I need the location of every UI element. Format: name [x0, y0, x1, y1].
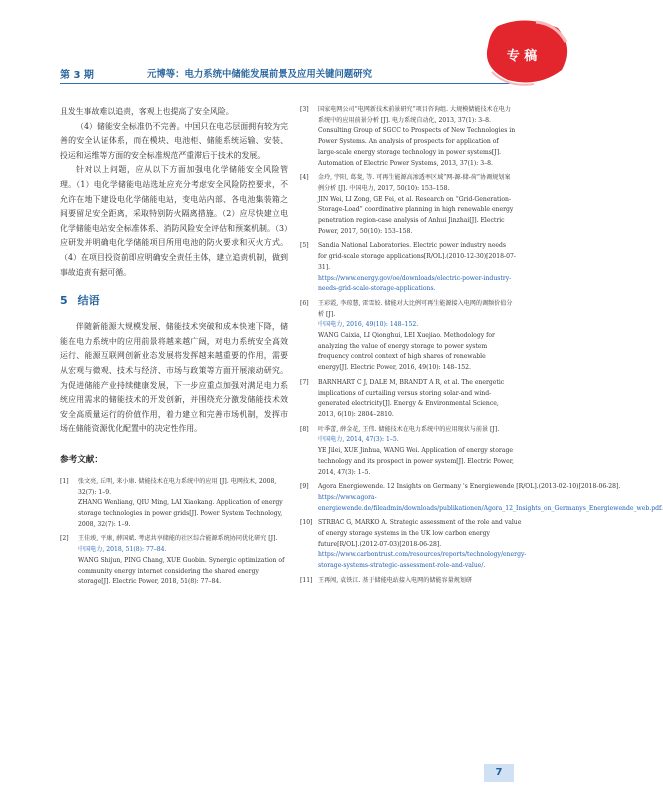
reference-number: [8]: [300, 425, 309, 433]
reference-line: Agora Energiewende. 12 Insights on Germany 's Energiewende [R/OL].(2013-02-10)[2018-06-28].: [318, 483, 621, 491]
page-header: [0, 0, 570, 96]
reference-item: [300, 173, 516, 237]
reference-line: 张文亮, 丘明, 来小康. 储能技术在电力系统中的应用 [J]. 电网技术, 2008, 32(7): 1–9.: [78, 477, 277, 496]
reference-line: WANG Shijun, PING Chang, XUE Guobin. Synergic optimization of community energy internet considering the shared energy storage[J]. Electric Power, 2018, 51(8): 77–84.: [78, 556, 285, 586]
section-title: 结语: [77, 294, 100, 308]
reference-line: Sandia National Laboratories. Electric power industry needs for grid-scale storage applications[R/OL].(2010-12-30)[2018-07-31].: [318, 242, 516, 271]
reference-number: [6]: [300, 299, 309, 307]
body-paragraph: 针对以上问题，应从以下方面加强电化学储能安全风险管理。（1）电化学储能电站选址应充分考虑安全风险防控要求，不允许在地下建设电化学储能电站，变电站内部、各电池集装箱之间要留足安全距离，采取特别防火隔离措施。（2）应尽快建立电化学储能电站安全标准体系、消防风险安全评估和预案机制。（3）应研发并明确电化学储能项目所用电池的防火要求和灭火方式。（4）在项目投资前即应明确安全责任主体，建立追责机制，做到事故追责有据可循。: [60, 165, 288, 277]
reference-text: [318, 378, 516, 421]
badge-text: 专 稿: [506, 49, 538, 64]
reference-item: [60, 477, 288, 531]
section-number: 5: [60, 294, 68, 308]
reference-line: ZHANG Wenliang, QIU Ming, LAI Xiaokang. Application of energy storage technologies in power grids[J]. Power System Technology, 2008, 32(7): 1–9.: [78, 499, 283, 528]
badge-emblem-icon: [478, 18, 570, 88]
reference-line: 金玲, 宇阳, 葛斐, 等. 可再生能源高渗透率区域“网-源-储-荷”协调规划案例分析 [J]. 中国电力, 2017, 50(10): 153–158.: [318, 174, 511, 192]
running-title: 元博等：电力系统中储能发展前景及应用关键问题研究: [147, 69, 373, 80]
reference-number: [2]: [60, 535, 69, 543]
reference-text: [78, 534, 288, 588]
column-badge: [478, 18, 570, 88]
reference-item: [300, 105, 516, 169]
references-heading: 参考文献：: [60, 454, 103, 465]
reference-link[interactable]: https://www.carbontrust.com/resources/reports/technology/energy-storage-systems-strategic-assessment-role-and-value/.: [318, 551, 527, 570]
reference-number: [11]: [300, 576, 313, 584]
section-heading: [60, 292, 288, 308]
reference-line: JIN Wei, LI Zong, GE Fei, et al. Research on “Grid-Generation-Storage-Load” coordinative planning in high renewable energy penetration region-case analysis of Anhui Jinzhai[J]. Electric Power, 2017, 50(10): 153–158.: [318, 195, 514, 235]
body-paragraph: （4）储能安全标准仍不完善。中国只在电芯层面拥有较为完善的安全认证体系，而在模块、电池柜、储能系统运输、安装、投运和运维等方面的安全标准规范严重滞后于技术的发展。: [60, 121, 288, 160]
page-number: 7: [484, 764, 514, 782]
reference-text: [318, 576, 516, 587]
reference-line: 王再闯, 袁铁江. 基于储能电站接入电网的储能容量规划研: [318, 576, 472, 584]
reference-item: [300, 518, 527, 572]
issue-label: 第 3 期: [60, 70, 94, 81]
reference-line: 王彩霞, 李琼慧, 雷雪姣. 储能对大比例可再生能源接入电网的调频价值分析 [J].: [318, 299, 513, 318]
reference-line: YE Jilei, XUE Jinhua, WANG Wei. Application of energy storage technology and its prospect in power system[J]. Electric Power, 2014, 47(3): 1–5.: [318, 447, 514, 476]
header-rule: [60, 83, 510, 84]
reference-link[interactable]: 中国电力, 2016, 49(10): 148–152.: [318, 321, 419, 329]
reference-number: [10]: [300, 519, 313, 527]
reference-text: [318, 299, 516, 374]
reference-item: [300, 299, 516, 374]
reference-item: [300, 482, 663, 514]
reference-line: 王佳竣, 平康, 薛国斌. 考虑共享储能的社区综合能源系统协同优化研究 [J].: [78, 535, 278, 543]
body-paragraph: 且发生事故难以追责，客观上也提高了安全风险。: [60, 107, 234, 116]
reference-line: Consulting Group of SGCC to Prospects of New Technologies in Power Systems. An analysis of prospects for application of large-scale energy storage technology in power systems[J]. Automation of Electric Power Systems, 2013, 37(1): 3–8.: [318, 127, 516, 167]
reference-number: [1]: [60, 477, 69, 485]
reference-item: [60, 534, 288, 588]
left-column: [60, 105, 288, 592]
conclusion-paragraph: 伴随新能源大规模发展、储能技术突破和成本快速下降，储能在电力系统中的应用前景将越来越广阔，对电力系统安全高效运行、能源互联网创新业态发展将发挥越来越重要的作用，需要从宏观与微观、技术与经济、市场与政策等方面开展滚动研究。为促进储能产业持续健康发展，下一步应重点加强对满足电力系统应用需求的储能技术的开发创新，并围绕充分激发储能技术效安全高质量运行的价值作用，着力建立和完善市场机制，发挥市场在储能资源优化配置中的决定性作用。: [60, 322, 288, 434]
reference-number: [5]: [300, 242, 309, 250]
reference-item: [300, 425, 516, 479]
reference-line: BARNHART C J, DALE M, BRANDT A R, et al. The energetic implications of curtailing versus storing solar-and wind-generated electricity[J]. Energy & Environmental Science, 2013, 6(10): 2804–2810.: [318, 378, 505, 418]
reference-number: [7]: [300, 378, 309, 386]
reference-link[interactable]: 中国电力, 2018, 51(8): 77–84.: [78, 546, 167, 554]
reference-line: 国家电网公司“电网新技术前景研究”项目咨询组. 大规模储能技术在电力系统中的应用前景分析 [J]. 电力系统自动化, 2013, 37(1): 3–8.: [318, 106, 511, 124]
reference-text: [318, 105, 516, 169]
reference-line: STRBAC G, MARKO A. Strategic assessment of the role and value of energy storage systems in the UK low carbon energy future[R/OL].(2012-07-03)[2018-06-28].: [318, 519, 522, 548]
reference-item: [300, 378, 516, 421]
right-column: [300, 105, 663, 591]
reference-line: 叶季蕾, 薛金花, 王伟. 储能技术在电力系统中的应用现状与前景 [J].: [318, 425, 500, 433]
reference-item: [300, 241, 516, 295]
reference-link[interactable]: https://www.energy.gov/oe/downloads/electric-power-industry-needs-grid-scale-storage-applications.: [318, 274, 512, 293]
reference-text: [318, 241, 516, 295]
reference-link[interactable]: https://www.agora-energiewende.de/fileadmin/downloads/publikationen/Agora_12_Insights_on_Germanys_Energiewende_web.pdf.: [318, 493, 663, 512]
reference-text: [318, 173, 516, 237]
reference-number: [9]: [300, 483, 309, 491]
reference-text: [318, 518, 526, 572]
reference-item: [300, 576, 516, 587]
reference-line: WANG Caixia, LI Qionghui, LEI Xuejiao. Methodology for analyzing the value of energy storage to power system frequency control context of high shares of renewable energy[J]. Electric Power, 2016, 49(10): 148–152.: [318, 332, 495, 372]
reference-text: [78, 477, 288, 531]
reference-text: [318, 425, 516, 479]
reference-text: [318, 482, 663, 514]
reference-number: [4]: [300, 174, 309, 182]
reference-link[interactable]: 中国电力, 2014, 47(3): 1–5.: [318, 436, 399, 444]
reference-number: [3]: [300, 106, 309, 113]
